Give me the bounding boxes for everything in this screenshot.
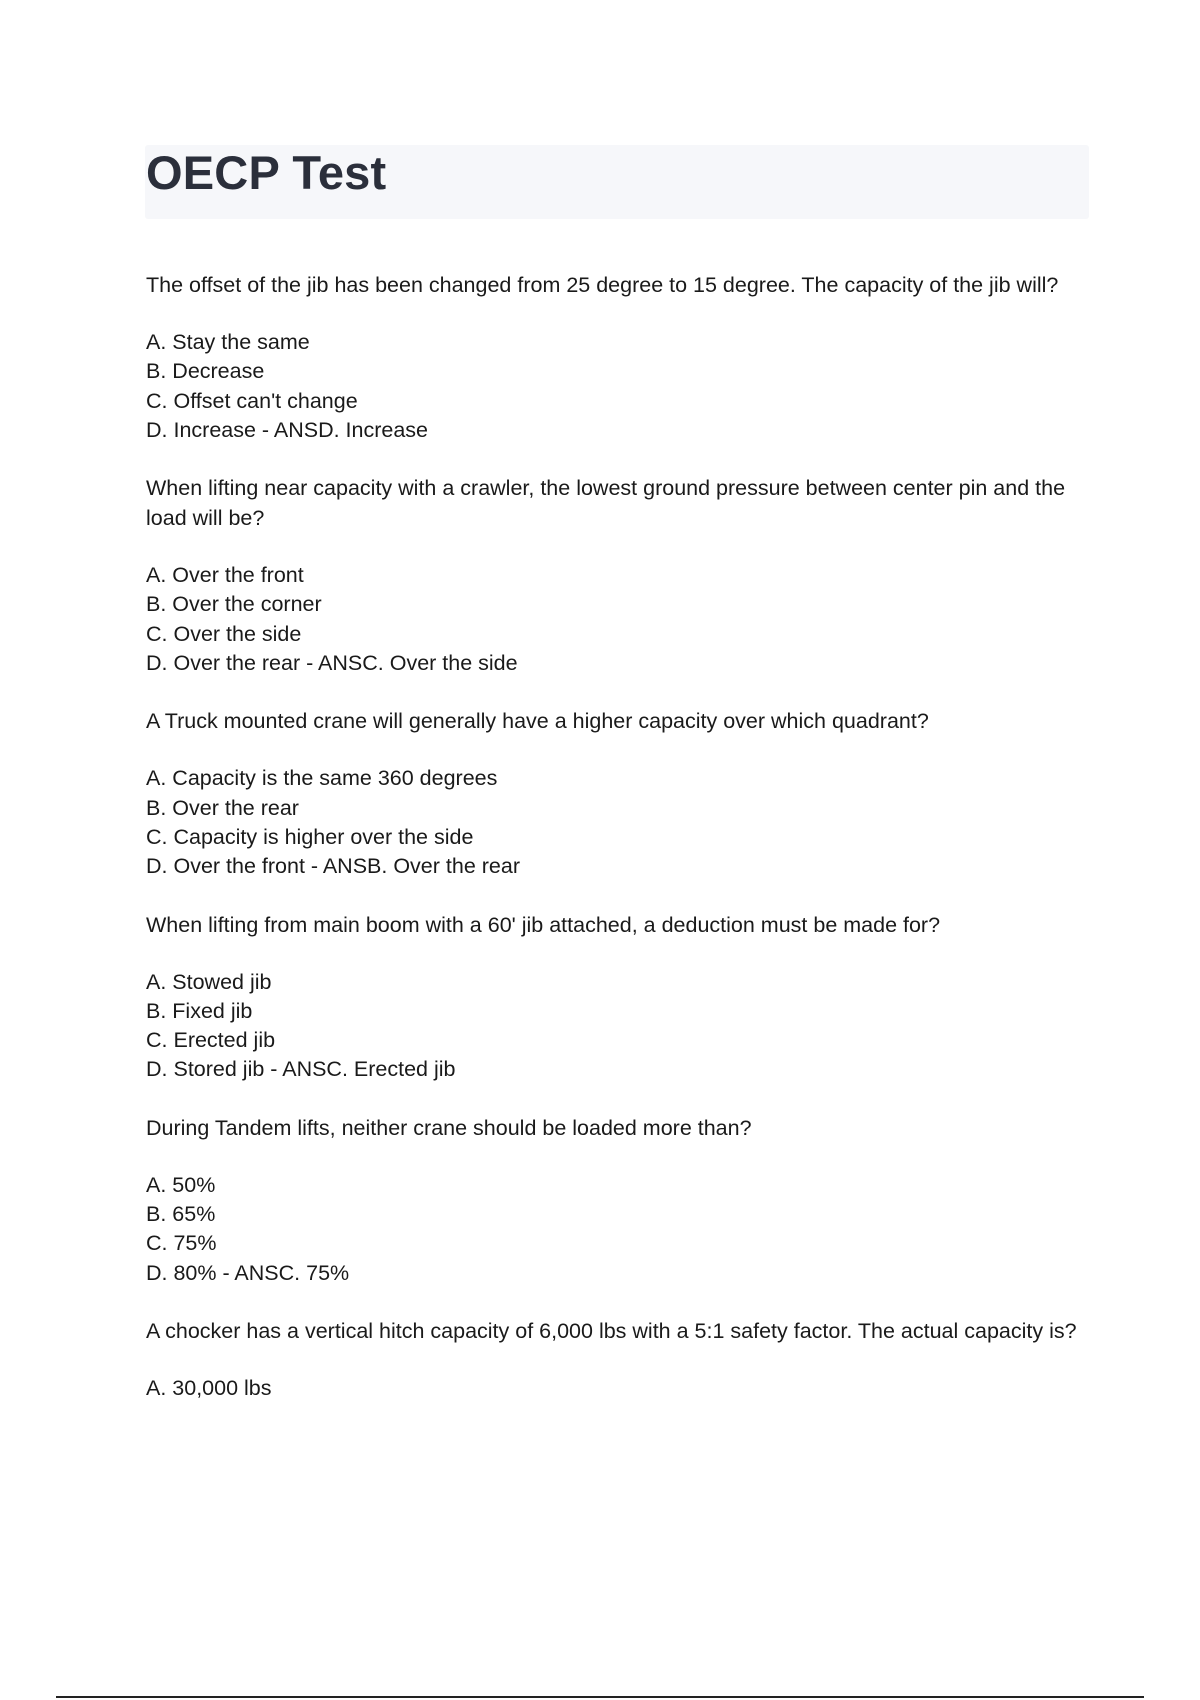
- answer-option: A. Stowed jib: [146, 969, 272, 994]
- question-block: [146, 473, 1094, 678]
- answer-options: [146, 764, 1094, 881]
- answer-option: B. Over the corner: [146, 592, 322, 617]
- answer-option: A. 30,000 lbs: [146, 1375, 272, 1400]
- answer-options: [146, 1374, 1094, 1403]
- question-text: When lifting from main boom with a 60' jib attached, a deduction must be made for?: [146, 912, 941, 937]
- answer-option: A. Over the front: [146, 563, 304, 588]
- question-text: When lifting near capacity with a crawler, the lowest ground pressure between center pin and the load will be?: [146, 476, 1066, 531]
- question-list: [146, 270, 1094, 1431]
- question-text: A chocker has a vertical hitch capacity of 6,000 lbs with a 5:1 safety factor. The actual capacity is?: [146, 1318, 1077, 1343]
- question-block: [146, 1316, 1094, 1403]
- answer-option: B. Decrease: [146, 359, 265, 384]
- question-block: [146, 270, 1094, 445]
- answer-option: C. Offset can't change: [146, 388, 358, 413]
- question-block: [146, 1113, 1094, 1288]
- answer-option: D. Stored jib - ANSC. Erected jib: [146, 1057, 456, 1082]
- answer-option: A. Capacity is the same 360 degrees: [146, 766, 498, 791]
- answer-option: B. Over the rear: [146, 795, 299, 820]
- answer-option: A. Stay the same: [146, 330, 310, 354]
- answer-option: C. Over the side: [146, 621, 302, 646]
- question-text: During Tandem lifts, neither crane should be loaded more than?: [146, 1115, 752, 1140]
- answer-option: C. 75%: [146, 1231, 217, 1256]
- answer-option: C. Erected jib: [146, 1028, 276, 1053]
- answer-options: [146, 968, 1094, 1085]
- answer-options: [146, 328, 1094, 445]
- question-text: A Truck mounted crane will generally have a higher capacity over which quadrant?: [146, 709, 929, 734]
- answer-option: B. Fixed jib: [146, 998, 253, 1023]
- question-block: [146, 706, 1094, 881]
- answer-option: D. Over the front - ANSB. Over the rear: [146, 854, 520, 879]
- answer-option: C. Capacity is higher over the side: [146, 824, 474, 849]
- question-block: [146, 910, 1094, 1085]
- page-title: OECP Test: [146, 146, 387, 199]
- answer-option: A. 50%: [146, 1172, 216, 1197]
- question-text: The offset of the jib has been changed from 25 degree to 15 degree. The capacity of the jib will?: [146, 273, 1059, 297]
- answer-options: [146, 1171, 1094, 1288]
- answer-option: D. Over the rear - ANSC. Over the side: [146, 651, 518, 676]
- answer-option: B. 65%: [146, 1202, 216, 1227]
- answer-option: D. 80% - ANSC. 75%: [146, 1260, 350, 1285]
- answer-options: [146, 561, 1094, 678]
- answer-option: D. Increase - ANSD. Increase: [146, 417, 428, 442]
- footer-divider: [56, 1696, 1144, 1698]
